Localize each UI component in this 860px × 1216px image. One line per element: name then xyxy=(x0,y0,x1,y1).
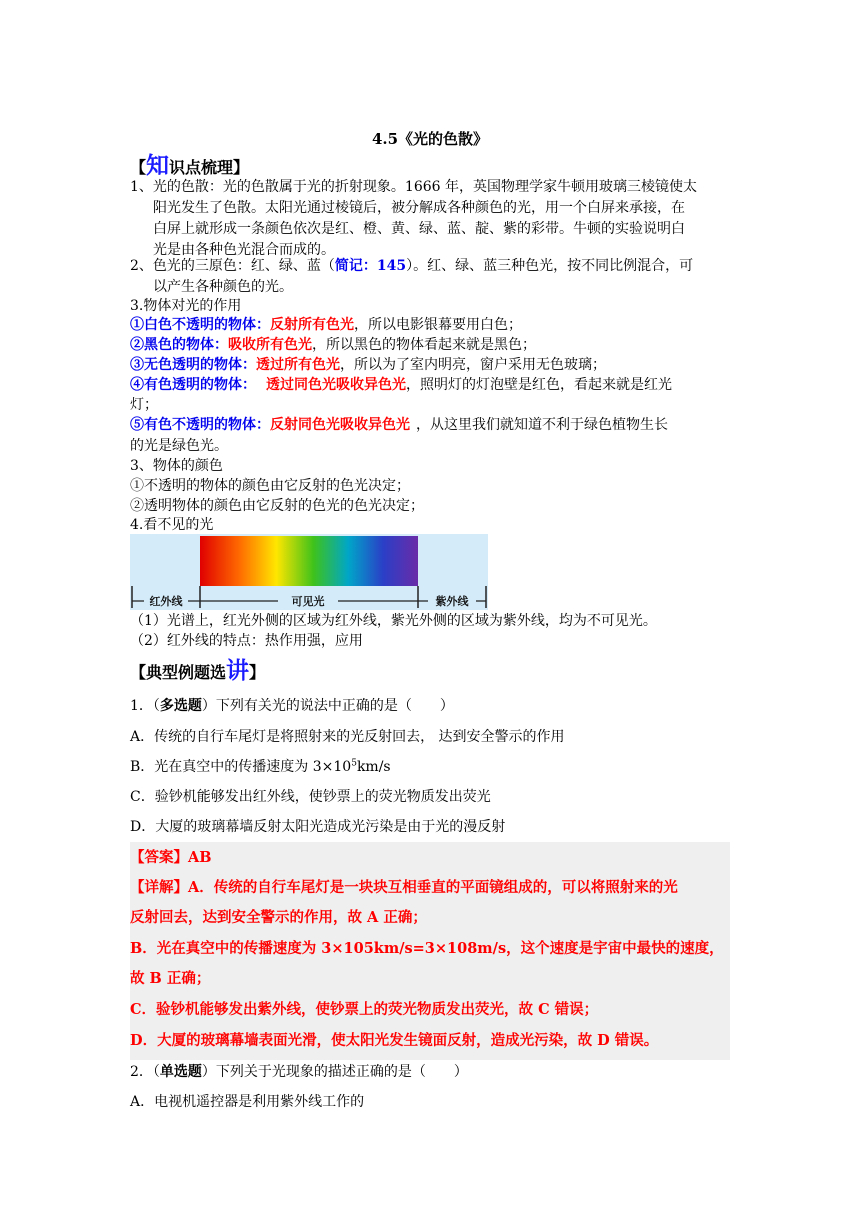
kp-item-1 xyxy=(130,315,730,336)
item-text: ，所以黑色的物体看起来就是黑色； xyxy=(312,337,536,353)
label-visible: 可见光 xyxy=(291,595,325,608)
explanation-line: C．验钞机能够发出紫外线，使钞票上的荧光物质发出荧光，故 C 错误； xyxy=(130,1001,599,1018)
item-text: ，所以电影银幕要用白色； xyxy=(354,317,522,333)
explanation-line: 反射回去，达到安全警示的作用，故 A 正确； xyxy=(130,909,427,926)
kp-line: 1、光的色散：光的色散属于光的折射现象。1666 年，英国物理学家牛顿用玻璃三棱镜使太 xyxy=(130,179,697,195)
question-type: 多选题 xyxy=(159,698,202,714)
item-label: ①白色不透明的物体： xyxy=(130,317,270,333)
text-span: ）下列关于光现象的描述正确的是（ ） xyxy=(201,1064,468,1080)
superscript: 5 xyxy=(351,758,357,769)
option-c: C．验钞机能够发出红外线，使钞票上的荧光物质发出荧光 xyxy=(130,789,491,805)
explanation-line: D．大厦的玻璃幕墙表面光滑，使太阳光发生镜面反射，造成光污染，故 D 错误。 xyxy=(130,1032,659,1049)
kp-item-4 xyxy=(130,375,730,396)
kp-line: （2）红外线的特点：热作用强，应用 xyxy=(130,633,363,649)
label-infrared: 红外线 xyxy=(149,595,183,608)
kp-line: 光是由各种色光混合而成的。 xyxy=(153,242,335,258)
kp-item-2 xyxy=(130,335,730,356)
text-span: 2、色光的三原色：红、绿、蓝（ xyxy=(130,258,335,274)
explanation-line: 故 B 正确； xyxy=(130,970,211,987)
heading-big-char: 讲 xyxy=(226,657,250,684)
kp-item-5 xyxy=(130,415,730,436)
option-b xyxy=(130,756,391,776)
section-heading-examples: 【典型例题选讲】 xyxy=(130,657,266,684)
kp-item-3 xyxy=(130,355,730,376)
explanation-line: B．光在真空中的传播速度为 3×105km/s=3×108m/s，这个速度是宇宙中最快的速度， xyxy=(130,940,724,957)
item-key: 反射同色光吸收异色光 xyxy=(270,417,410,433)
kp-line: 的光是绿色光。 xyxy=(130,438,228,454)
kp-line: 4.看不见的光 xyxy=(130,517,214,533)
kp-line-primary-colors xyxy=(130,256,730,277)
kp-line: 灯； xyxy=(130,397,158,413)
kp-line: 白屏上就形成一条颜色依次是红、橙、黄、绿、蓝、靛、紫的彩带。牛顿的实验说明白 xyxy=(153,221,685,237)
option-a: A．电视机遥控器是利用紫外线工作的 xyxy=(130,1094,365,1110)
kp-line: ②透明物体的颜色由它反射的色光的色光决定； xyxy=(130,498,424,514)
text-span: ）下列有关光的说法中正确的是（ ） xyxy=(201,698,454,714)
text-span: B．光在真空中的传播速度为 3×10 xyxy=(130,759,352,775)
item-text: ，照明灯的灯泡壁是红色，看起来就是红光 xyxy=(406,377,672,393)
light-spectrum-figure xyxy=(130,534,488,610)
kp-line: （1）光谱上，红光外侧的区域为红外线，紫光外侧的区域为紫外线，均为不可见光。 xyxy=(130,613,657,629)
option-d: D．大厦的玻璃幕墙反射太阳光造成光污染是由于光的漫反射 xyxy=(130,819,506,835)
item-label: ⑤有色不透明的物体： xyxy=(130,417,270,433)
heading-big-char: 知 xyxy=(146,152,170,179)
heading-text: 识点梳理 xyxy=(169,158,234,177)
item-text: ，从这里我们就知道不利于绿色植物生长 xyxy=(416,417,668,433)
mnemonic: 简记：145 xyxy=(334,258,407,274)
kp-line: 以产生各种颜色的光。 xyxy=(153,279,293,295)
text-span: ）。红、绿、蓝三种色光，按不同比例混合，可 xyxy=(406,258,694,274)
label-ultraviolet: 紫外线 xyxy=(435,595,469,608)
kp-line: 3、物体的颜色 xyxy=(130,458,223,474)
section-heading-knowledge: 【知识点梳理】 xyxy=(130,152,250,179)
item-text: ，所以为了室内明亮，窗户采用无色玻璃； xyxy=(340,357,606,373)
option-a: A．传统的自行车尾灯是将照射来的光反射回去， 达到安全警示的作用 xyxy=(130,729,565,745)
item-key: 透过所有色光 xyxy=(256,357,340,373)
text-span: km/s xyxy=(356,759,391,775)
question-1-stem xyxy=(130,695,454,715)
heading-text: 典型例题选 xyxy=(146,663,227,682)
explanation-line: 【详解】A．传统的自行车尾灯是一块块互相垂直的平面镜组成的，可以将照射来的光 xyxy=(130,879,678,896)
visible-spectrum-band xyxy=(200,536,418,586)
item-key: 吸收所有色光 xyxy=(228,337,312,353)
item-key: 透过同色光吸收异色光 xyxy=(266,377,406,393)
question-2-stem xyxy=(130,1061,468,1081)
question-type: 单选题 xyxy=(159,1064,202,1080)
page-title: 4.5《光的色散》 xyxy=(371,130,489,148)
kp-line: 阳光发生了色散。太阳光通过棱镜后，被分解成各种颜色的光，用一个白屏来承接，在 xyxy=(153,200,685,216)
text-span: 2．（ xyxy=(130,1064,160,1080)
item-key: 反射所有色光 xyxy=(270,317,354,333)
text-span: 1．（ xyxy=(130,698,160,714)
item-label: ②黑色的物体： xyxy=(130,337,228,353)
kp-line: 3.物体对光的作用 xyxy=(130,298,242,314)
item-label: ③无色透明的物体： xyxy=(130,357,256,373)
answer-line: 【答案】AB xyxy=(130,849,212,866)
kp-line: ①不透明的物体的颜色由它反射的色光决定； xyxy=(130,478,410,494)
item-label: ④有色透明的物体： xyxy=(130,377,256,393)
